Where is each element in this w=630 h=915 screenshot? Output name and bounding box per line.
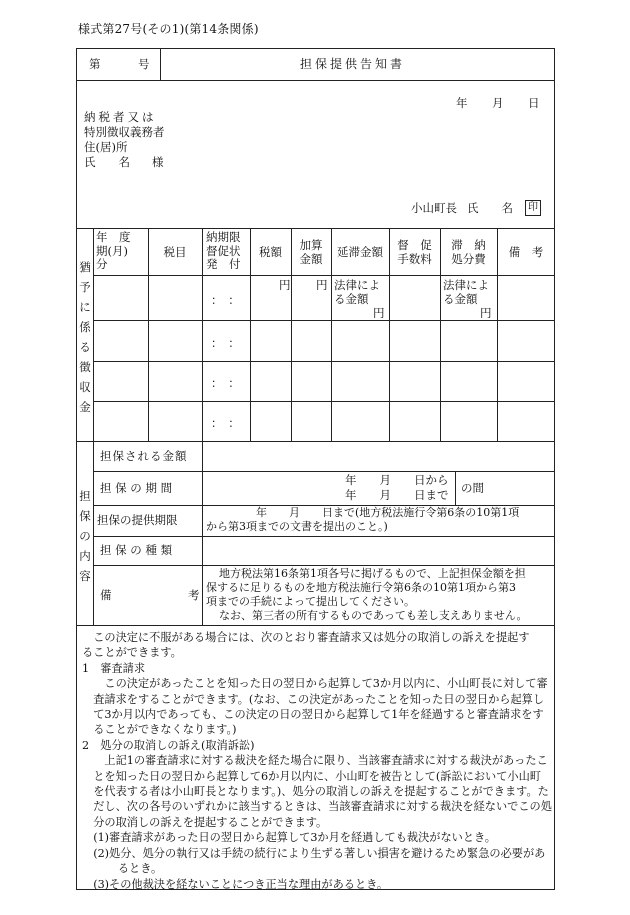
remarks-text-3: 項までの手続によって提出してください。 [206, 595, 415, 608]
issuer-title: 小山町長 [411, 201, 457, 215]
remarks-text-4: なお、第三者の所有するものであっても差し支えありません。 [219, 609, 528, 622]
addressee-sama: 様 [152, 155, 164, 169]
header-dunning-fee: 督 促 手数料 [397, 238, 432, 266]
header-remarks: 備 考 [508, 245, 544, 259]
yen-unit: 円 [316, 278, 328, 292]
divider [93, 361, 555, 362]
date-day-label: 日 [528, 96, 540, 110]
divider [76, 441, 555, 442]
header-tax-amount: 税額 [259, 245, 282, 259]
notice-item-3: (3)その他裁決を経ないことにつき正当な理由があるとき。 [93, 877, 389, 891]
document-title: 担保提供告知書 [300, 57, 406, 71]
divider [93, 228, 94, 625]
notice-intro-2: ることができます。 [82, 646, 182, 660]
deadline-label: 担保の提供期限 [97, 513, 178, 527]
notice-item-1: (1)審査請求があった日の翌日から起算して3か月を経過しても裁決がないとき。 [93, 831, 496, 845]
addressee-name-label: 氏 名 [84, 155, 130, 169]
legal-amount-note: 法律によ る金額 [443, 278, 489, 306]
remarks-label-left: 備 [100, 588, 112, 602]
header-due-date: 納期限 督促状 発 付 [206, 230, 241, 271]
period-to: 年 月 日まで [345, 488, 449, 502]
appeal-notice [82, 630, 552, 892]
header-disposition-fee: 滞 納 処分費 [451, 238, 486, 266]
date-month-label: 月 [492, 96, 504, 110]
addressee-address-label: 住(居)所 [84, 140, 128, 154]
notice-intro-1: この決定に不服がある場合には、次のとおり審査請求又は処分の取消しの訴えを提起す [93, 631, 530, 644]
due-time-separator: ： ： [211, 416, 240, 430]
divider [331, 228, 332, 441]
notice-section1-text: この決定があったことを知った日の翌日から起算して3か月以内に、小山町長に対して審査請求をすることができます。(なお、この決定があったことを知った日の翌日から起算して3か月以内であっても、この決定の日の翌日から起算して1年を経過すると審査請求をすることができなくなります。) [93, 677, 548, 737]
number-label-go: 号 [138, 57, 150, 71]
divider [202, 228, 203, 625]
collateral-type-label: 担 保 の 種 類 [100, 543, 173, 557]
date-year-label: 年 [456, 96, 468, 110]
divider [497, 228, 498, 441]
deferral-side-label: 猶予に係る徴収金 [79, 260, 91, 414]
yen-unit: 円 [373, 306, 385, 320]
addressee-line2: 特別徴収義務者 [84, 125, 165, 139]
header-delinquent-amount: 延滞金額 [337, 245, 383, 259]
header-period: 年 度 期(月) 分 [96, 230, 131, 271]
collateral-side-label: 担保の内容 [79, 489, 91, 583]
seal-mark: 印 [525, 200, 541, 216]
header-tax-item: 税目 [163, 245, 187, 259]
deadline-text-1: 年 月 日まで(地方税法施行令第6条の10第1項 [256, 506, 520, 519]
notice-item-2: (2)処分、処分の執行又は手続の続行により生ずる著しい損害を避けるため緊急の必要があるとき。 [93, 846, 546, 876]
period-from: 年 月 日から [345, 473, 449, 487]
number-label-dai: 第 [89, 57, 101, 71]
remarks-label-right: 考 [188, 588, 200, 602]
remarks-text-2: 保するに足りるものを地方税法施行令第6条の10第1項から第3 [206, 581, 516, 594]
legal-amount-note: 法律によ る金額 [334, 278, 380, 306]
due-time-separator: ： ： [211, 336, 240, 350]
due-time-separator: ： ： [211, 293, 240, 307]
divider [93, 320, 555, 321]
yen-unit: 円 [279, 278, 291, 292]
divider [93, 565, 555, 566]
divider [160, 48, 161, 80]
notice-section1-title: 1 審査請求 [82, 661, 146, 675]
header-additional-amount: 加算 金額 [299, 238, 323, 266]
divider [93, 275, 555, 276]
issuer-name-label: 氏 名 [467, 201, 513, 215]
divider [76, 625, 555, 626]
divider [455, 471, 456, 505]
divider [93, 536, 555, 537]
yen-unit: 円 [480, 306, 492, 320]
secured-amount-label: 担保される金額 [100, 449, 188, 463]
notice-section2-title: 2 処分の取消しの訴え(取消訴訟) [82, 738, 255, 752]
divider [76, 80, 555, 81]
notice-section2-text: 上記1の審査請求に対する裁決を経た場合に限り、当該審査請求に対する裁決があったことを知った日の翌日から起算して6か月以内に、小山町を被告として(訴訟において小山町を代表する者は小山町長となります。)、処分の取消しの訴えを提起することができます。ただし、次の各号のいずれかに該当するときは、当該審査請求に対する裁決を経ないでこの処分の取消しの訴えを提起することができます。 [93, 754, 552, 829]
period-between: の間 [461, 481, 484, 495]
divider [250, 228, 251, 441]
deadline-text-2: から第3項までの文書を提出のこと。) [206, 520, 388, 533]
form-number: 様式第27号(その1)(第14条関係) [78, 22, 259, 36]
addressee-line1: 納税者又は [84, 110, 157, 124]
divider [93, 401, 555, 402]
divider [93, 471, 555, 472]
divider [148, 228, 149, 441]
due-time-separator: ： ： [211, 376, 240, 390]
remarks-text-1: 地方税法第16条第1項各号に掲げるもので、上記担保金額を担 [219, 567, 526, 580]
collateral-period-label: 担 保 の 期 間 [100, 481, 173, 495]
